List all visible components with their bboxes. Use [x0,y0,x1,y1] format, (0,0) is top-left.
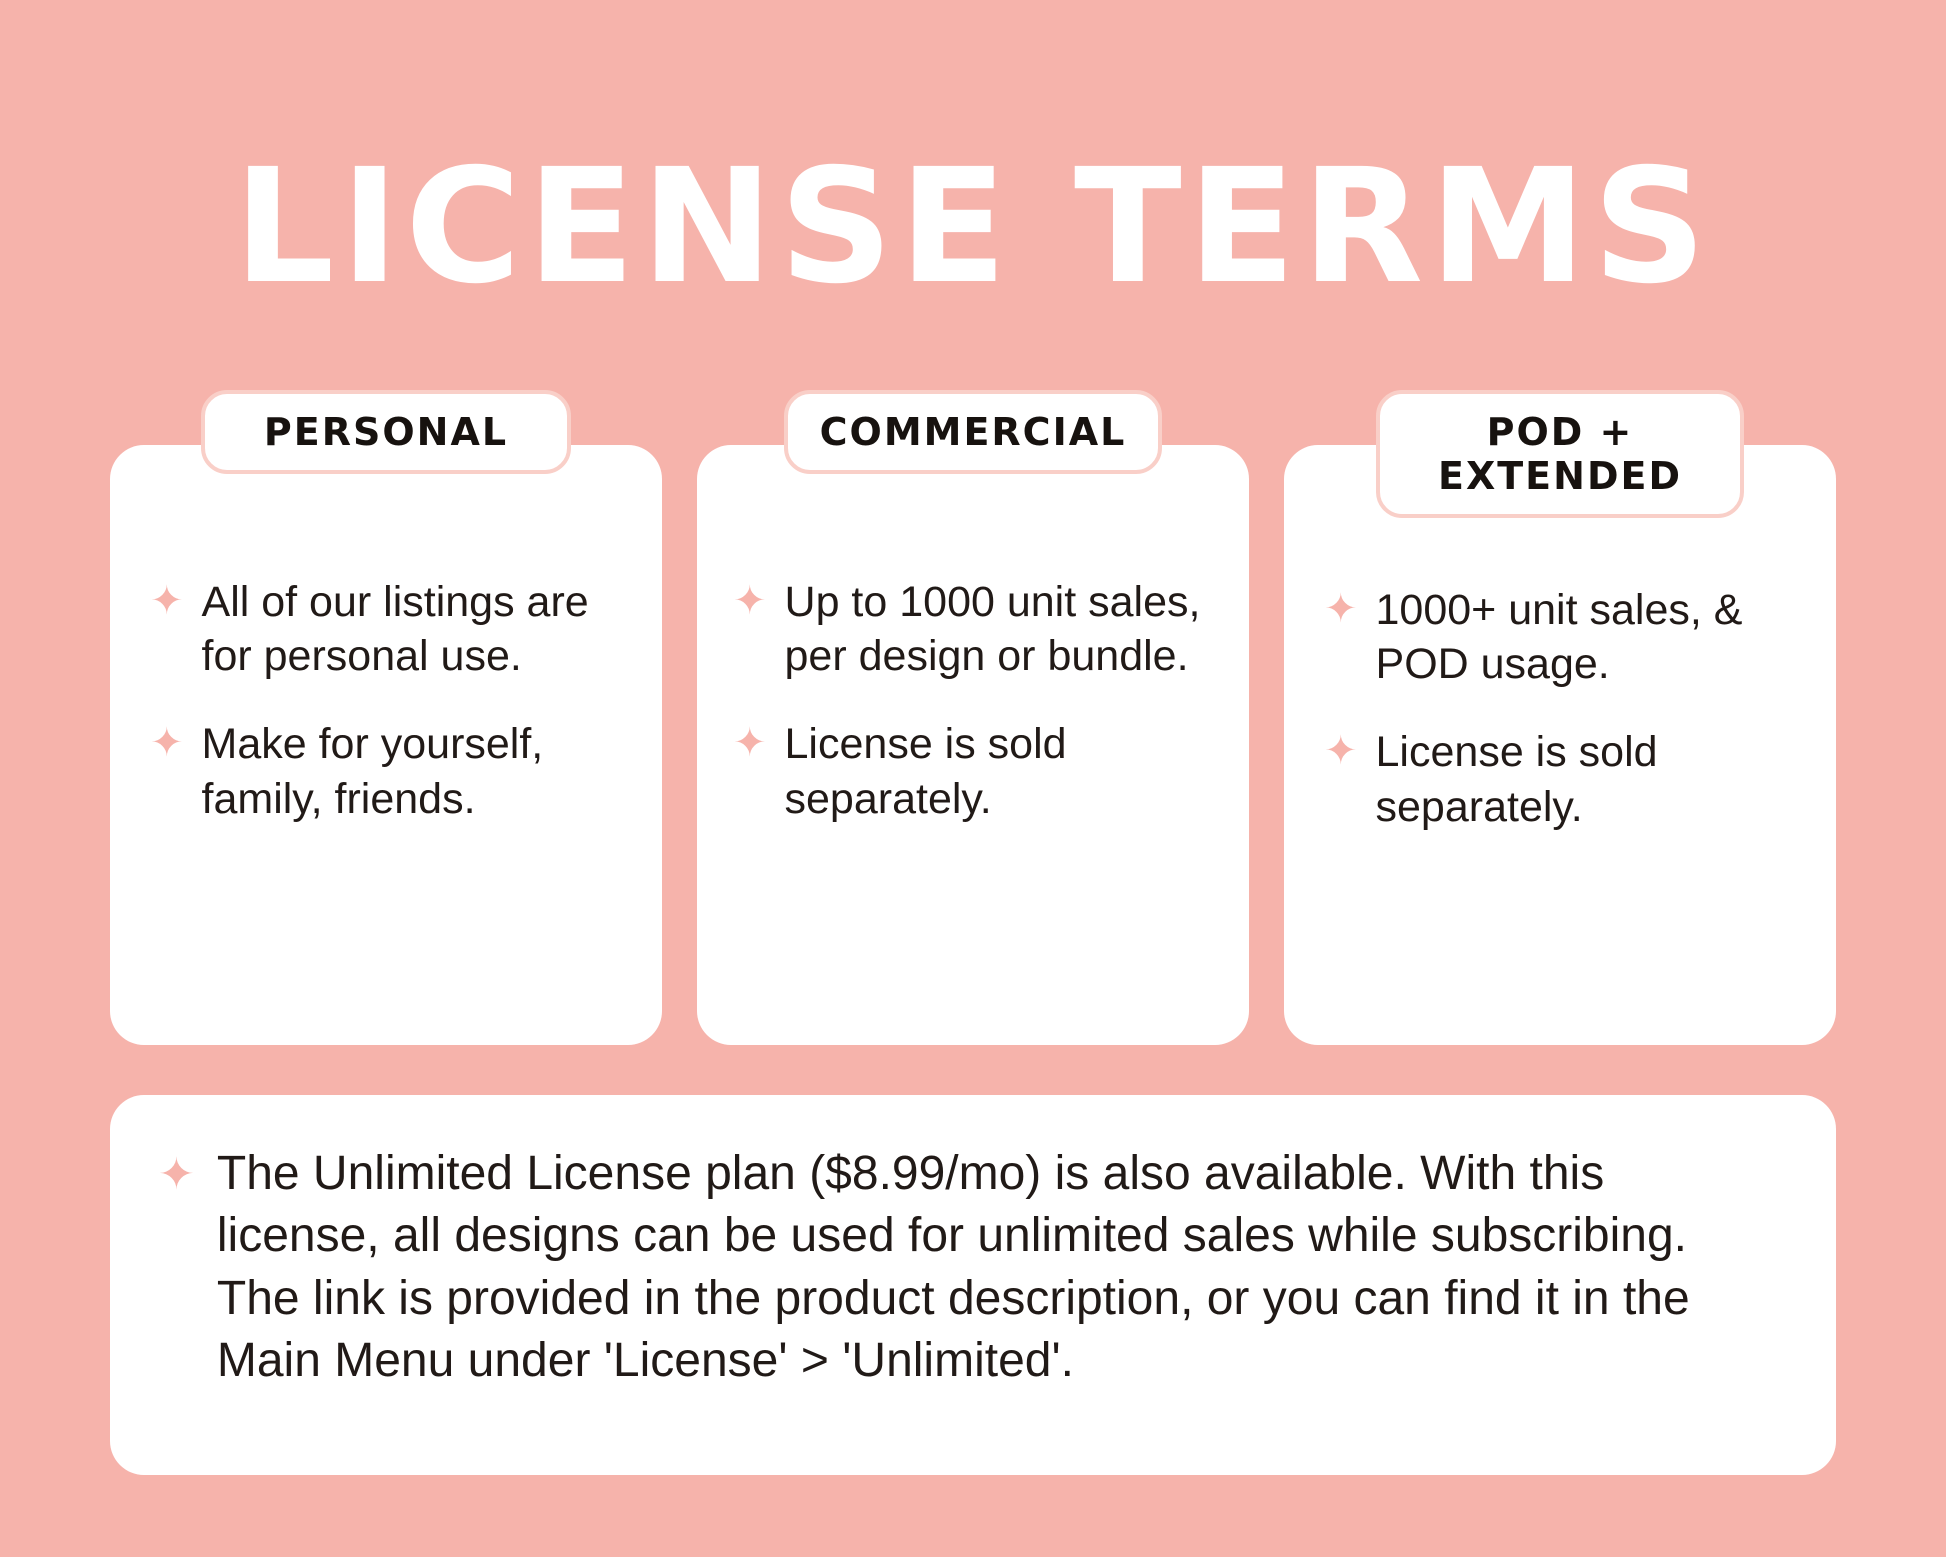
unlimited-license-note-card [110,1095,1836,1475]
sparkle-icon: ✦ [158,1150,195,1199]
list-item [150,717,636,825]
license-card-pod-extended [1284,410,1836,1045]
list-item [733,575,1225,683]
sparkle-icon: ✦ [1324,587,1358,631]
sparkle-icon: ✦ [733,579,767,623]
footer-note-row [158,1143,1776,1393]
sparkle-icon: ✦ [150,579,184,623]
card-header-label: POD + EXTENDED [1438,410,1682,499]
license-tier-cards [110,410,1836,1045]
bullet-list-commercial [733,575,1225,826]
card-header-label: COMMERCIAL [819,410,1127,454]
card-header-commercial [784,390,1162,474]
sparkle-icon: ✦ [150,721,184,766]
bullet-text: Make for yourself, family, friends. [201,720,544,823]
sparkle-icon: ✦ [1324,729,1358,774]
bullet-text: Up to 1000 unit sales, per design or bundle. [784,578,1201,681]
footer-note-text: The Unlimited License plan ($8.99/mo) is also available. With this license, all designs can be used for unlimited sales while subscribing. The link is provided in the product description, or you can find it in the Main Menu under 'License' > 'Unlimited'. [216,1147,1690,1388]
bullet-list-pod-extended [1324,583,1812,834]
sparkle-icon: ✦ [733,721,767,766]
list-item [1324,725,1812,833]
bullet-list-personal [150,575,636,826]
list-item [733,717,1225,825]
license-card-commercial [697,410,1249,1045]
bullet-text: License is sold separately. [1375,728,1658,831]
bullet-text: All of our listings are for personal use. [201,578,589,681]
page-title: LICENSE TERMS [233,135,1713,319]
card-header-label: PERSONAL [263,410,509,454]
bullet-text: 1000+ unit sales, & POD usage. [1375,586,1743,689]
list-item [150,575,636,683]
list-item [1324,583,1812,691]
bullet-text: License is sold separately. [784,720,1067,823]
card-header-personal [201,390,571,474]
card-header-pod-extended [1376,390,1744,518]
license-card-personal [110,410,662,1045]
